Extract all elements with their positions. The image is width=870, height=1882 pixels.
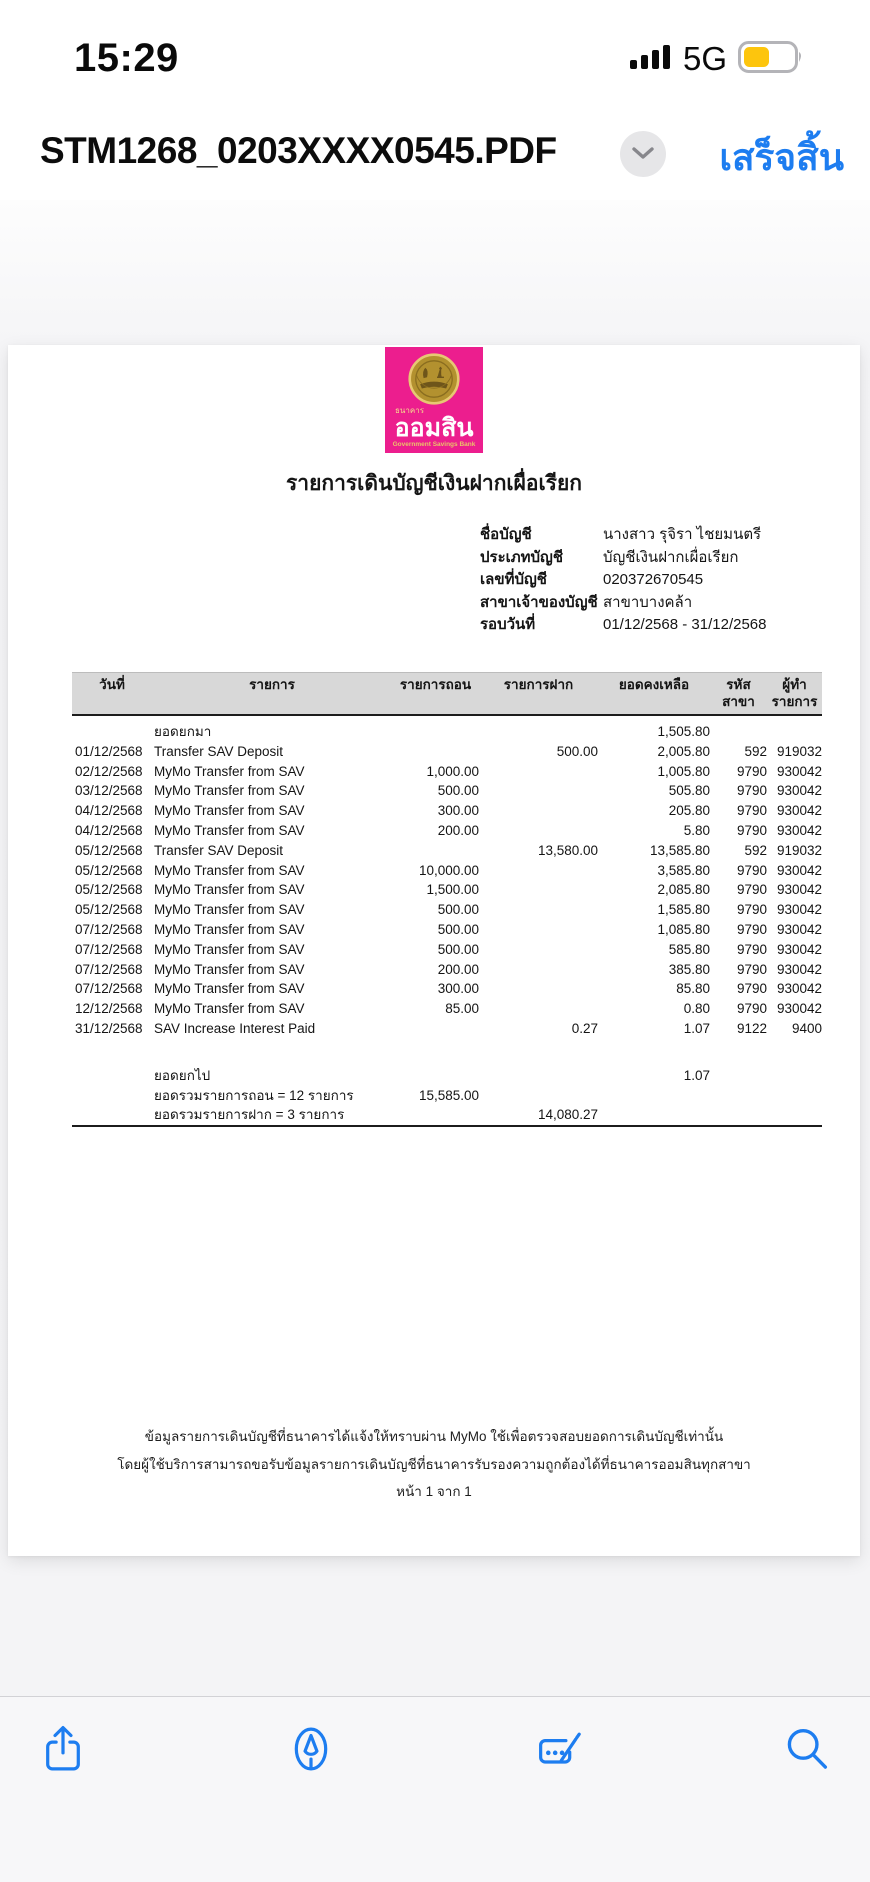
cell-description: Transfer SAV Deposit (154, 743, 284, 759)
cell-withdrawal: 500.00 (437, 783, 479, 799)
table-row (72, 1019, 822, 1039)
cell-description: ยอดยกมา (154, 724, 212, 739)
cell-date: 05/12/2568 (75, 842, 143, 858)
cell-branch (710, 1086, 767, 1106)
cell-deposit (479, 900, 598, 920)
cell-operator: 930042 (776, 803, 822, 819)
gsb-seal-emblem (408, 353, 460, 405)
cell-operator: 930042 (776, 763, 822, 779)
cell-withdrawal: 1,500.00 (426, 882, 479, 898)
cell-description: MyMo Transfer from SAV (154, 783, 305, 799)
table-row (72, 960, 822, 980)
cell-branch: 592 (744, 743, 767, 759)
header-description: รายการ (152, 673, 392, 716)
cell-date (72, 1105, 152, 1126)
statement-footer (8, 1423, 860, 1505)
account-info-row (480, 592, 766, 615)
cell-balance: 1,505.80 (657, 724, 710, 739)
table-row (72, 821, 822, 841)
account-info-row (480, 614, 766, 637)
cell-date: 05/12/2568 (75, 862, 143, 878)
cell-balance: 2,085.80 (657, 882, 710, 898)
cell-withdrawal: 300.00 (437, 803, 479, 819)
cell-balance: 2,005.80 (657, 743, 710, 759)
cell-withdrawal (392, 1105, 479, 1126)
cell-balance: 1.07 (683, 1020, 710, 1036)
cell-balance: 0.80 (683, 1001, 710, 1017)
markup-icon (286, 1723, 336, 1775)
cell-operator: 930042 (776, 822, 822, 838)
table-row (72, 841, 822, 861)
bottom-toolbar (0, 1696, 870, 1882)
cellular-signal-icon (630, 43, 672, 76)
cell-deposit (479, 1066, 598, 1086)
cell-balance: 505.80 (668, 783, 710, 799)
cell-balance: 1,585.80 (657, 902, 710, 918)
cell-operator (767, 1039, 822, 1066)
cell-deposit (479, 960, 598, 980)
table-row (72, 1066, 822, 1086)
document-filename: STM1268_0203XXXX0545.PDF (40, 130, 557, 171)
cell-description (152, 1039, 392, 1066)
cell-operator (767, 1086, 822, 1106)
cell-operator: 930042 (776, 1001, 822, 1017)
gsb-bank-logo (385, 347, 483, 453)
cell-branch: 9790 (736, 763, 767, 779)
gsb-brand-thai-small: ธนาคาร (395, 406, 424, 415)
pdf-page (8, 345, 860, 1556)
cell-deposit (479, 1086, 598, 1106)
cell-date: 12/12/2568 (75, 1001, 143, 1017)
cell-balance (598, 1086, 710, 1106)
cell-withdrawal: 500.00 (437, 941, 479, 957)
cell-withdrawal: 10,000.00 (418, 862, 479, 878)
cell-description: MyMo Transfer from SAV (154, 921, 305, 937)
cell-balance: 1.07 (683, 1067, 710, 1083)
cell-operator: 930042 (776, 882, 822, 898)
cell-deposit: 14,080.27 (537, 1107, 598, 1123)
table-row (72, 940, 822, 960)
cell-withdrawal: 300.00 (437, 981, 479, 997)
cell-branch (710, 1105, 767, 1126)
battery-icon (738, 41, 804, 78)
cell-operator (767, 715, 822, 742)
cell-description: MyMo Transfer from SAV (154, 1001, 305, 1017)
cell-operator: 919032 (776, 743, 822, 759)
status-time: 15:29 (74, 36, 179, 80)
fill-sign-icon (534, 1723, 584, 1775)
cell-date (72, 1086, 152, 1106)
page-number-label: หน้า 1 จาก 1 (396, 1484, 472, 1499)
account-info-value: 020372670545 (603, 571, 704, 589)
account-info-label: เลขที่บัญชี (480, 571, 547, 589)
cell-branch: 9790 (736, 862, 767, 878)
cell-withdrawal: 500.00 (437, 921, 479, 937)
statement-title: รายการเดินบัญชีเงินฝากเผื่อเรียก (286, 472, 582, 495)
cell-withdrawal: 500.00 (437, 902, 479, 918)
cell-withdrawal: 200.00 (437, 822, 479, 838)
table-row (72, 1086, 822, 1106)
account-info-row (480, 524, 766, 547)
cell-balance: 5.80 (683, 822, 710, 838)
table-row (72, 900, 822, 920)
cell-deposit: 0.27 (571, 1020, 598, 1036)
account-info-row (480, 569, 766, 592)
table-row (72, 781, 822, 801)
cell-branch: 9790 (736, 961, 767, 977)
cell-date (72, 715, 152, 742)
cell-deposit (479, 801, 598, 821)
table-row (72, 742, 822, 762)
cell-deposit (479, 920, 598, 940)
cell-branch: 9790 (736, 921, 767, 937)
cell-deposit (479, 715, 598, 742)
filename-menu-button[interactable] (620, 131, 666, 177)
account-info-label: สาขาเจ้าของบัญชี (480, 593, 598, 611)
cell-withdrawal: 1,000.00 (426, 763, 479, 779)
cell-description: ยอดรวมรายการถอน = 12 รายการ (154, 1087, 354, 1103)
cell-date: 07/12/2568 (75, 961, 143, 977)
cell-operator: 930042 (776, 862, 822, 878)
markup-button[interactable] (286, 1723, 336, 1775)
cell-operator: 930042 (776, 941, 822, 957)
cell-date (72, 1039, 152, 1066)
status-bar (0, 0, 870, 100)
fill-sign-button[interactable] (534, 1723, 584, 1775)
cell-deposit (479, 880, 598, 900)
table-row (72, 715, 822, 742)
cell-withdrawal: 15,585.00 (418, 1087, 479, 1103)
account-info-label: รอบวันที่ (480, 616, 536, 634)
table-row (72, 880, 822, 900)
cell-date: 04/12/2568 (75, 803, 143, 819)
footer-disclaimer-line: โดยผู้ใช้บริการสามารถขอรับข้อมูลรายการเดินบัญชีที่ธนาคารรับรองความถูกต้องได้ที่ธนาคารออมสินทุกสาขา (117, 1457, 751, 1472)
cell-operator: 930042 (776, 921, 822, 937)
cell-description: Transfer SAV Deposit (154, 842, 284, 858)
cell-date (72, 1066, 152, 1086)
table-row (72, 999, 822, 1019)
account-info-row (480, 547, 766, 570)
account-info-block (480, 524, 766, 637)
cell-description: MyMo Transfer from SAV (154, 941, 305, 957)
table-row (72, 801, 822, 821)
cell-withdrawal (392, 742, 479, 762)
footer-disclaimer-line: ข้อมูลรายการเดินบัญชีที่ธนาคารได้แจ้งให้ทราบผ่าน MyMo ใช้เพื่อตรวจสอบยอดการเดินบัญชีเท่านั้น (144, 1429, 724, 1444)
cell-date: 07/12/2568 (75, 921, 143, 937)
cell-deposit (479, 861, 598, 881)
cell-branch: 9790 (736, 1001, 767, 1017)
table-row (72, 979, 822, 999)
cell-balance: 13,585.80 (649, 842, 710, 858)
cell-balance: 205.80 (668, 803, 710, 819)
cell-date: 07/12/2568 (75, 941, 143, 957)
done-button[interactable]: เสร็จสิ้น (719, 128, 844, 187)
cell-withdrawal: 85.00 (445, 1001, 479, 1017)
transactions-body (72, 715, 822, 1126)
cell-description: MyMo Transfer from SAV (154, 763, 305, 779)
chevron-down-icon (631, 145, 655, 164)
account-info-value: นางสาว รุจิรา ไชยมนตรี (603, 526, 762, 543)
share-icon (38, 1723, 88, 1775)
account-info-value: บัญชีเงินฝากเผื่อเรียก (603, 548, 739, 566)
header-branch-code: รหัส สาขา (710, 673, 767, 716)
cell-date: 05/12/2568 (75, 882, 143, 898)
cell-operator (767, 1105, 822, 1126)
cell-withdrawal (392, 1039, 479, 1066)
cell-withdrawal (392, 1019, 479, 1039)
cell-branch: 9790 (736, 822, 767, 838)
cell-deposit (479, 940, 598, 960)
cell-description: MyMo Transfer from SAV (154, 961, 305, 977)
cell-deposit (479, 781, 598, 801)
account-info-label: ชื่อบัญชี (480, 526, 532, 543)
cell-operator: 930042 (776, 981, 822, 997)
cell-branch: 9790 (736, 783, 767, 799)
cell-description: ยอดรวมรายการฝาก = 3 รายการ (154, 1107, 345, 1123)
table-header-row (72, 673, 822, 716)
share-button[interactable] (38, 1723, 88, 1775)
cell-balance: 585.80 (668, 941, 710, 957)
status-icons (630, 40, 804, 78)
table-row (72, 1039, 822, 1066)
search-icon (782, 1723, 832, 1775)
cell-balance: 1,005.80 (657, 763, 710, 779)
search-button[interactable] (782, 1723, 832, 1775)
table-row (72, 762, 822, 782)
cell-description: SAV Increase Interest Paid (154, 1020, 316, 1036)
header-date: วันที่ (72, 673, 152, 716)
cell-deposit (479, 821, 598, 841)
cell-description: MyMo Transfer from SAV (154, 902, 305, 918)
cell-balance (598, 1105, 710, 1126)
cell-branch (710, 1066, 767, 1086)
cell-branch: 9790 (736, 941, 767, 957)
cell-withdrawal: 200.00 (437, 961, 479, 977)
account-info-label: ประเภทบัญชี (480, 548, 564, 566)
cell-description: MyMo Transfer from SAV (154, 822, 305, 838)
cell-deposit: 13,580.00 (537, 842, 598, 858)
cell-description: MyMo Transfer from SAV (154, 862, 305, 878)
transactions-table (72, 672, 822, 1127)
cell-branch (710, 715, 767, 742)
cell-operator: 9400 (791, 1020, 822, 1036)
cell-operator: 919032 (776, 842, 822, 858)
cell-description: ยอดยกไป (154, 1067, 211, 1083)
table-row (72, 920, 822, 940)
header-balance: ยอดคงเหลือ (598, 673, 710, 716)
cell-date: 04/12/2568 (75, 822, 143, 838)
cell-withdrawal (392, 715, 479, 742)
cell-operator (767, 1066, 822, 1086)
cell-withdrawal (392, 1066, 479, 1086)
cell-deposit (479, 1039, 598, 1066)
header-operator: ผู้ทำ รายการ (767, 673, 822, 716)
cell-date: 05/12/2568 (75, 902, 143, 918)
cell-branch: 9790 (736, 803, 767, 819)
cell-date: 07/12/2568 (75, 981, 143, 997)
cell-date: 31/12/2568 (75, 1020, 143, 1036)
cell-branch: 9790 (736, 902, 767, 918)
cell-balance: 1,085.80 (657, 921, 710, 937)
cell-operator: 930042 (776, 902, 822, 918)
cell-date: 03/12/2568 (75, 783, 143, 799)
cell-branch (710, 1039, 767, 1066)
cell-operator: 930042 (776, 783, 822, 799)
pdf-viewer-area[interactable] (0, 200, 870, 1882)
header-withdrawal: รายการถอน (392, 673, 479, 716)
cell-deposit: 500.00 (556, 743, 598, 759)
cell-branch: 592 (744, 842, 767, 858)
account-info-value: 01/12/2568 - 31/12/2568 (603, 616, 767, 634)
title-bar (0, 124, 870, 188)
account-info-value: สาขาบางคล้า (603, 593, 693, 611)
cell-deposit (479, 762, 598, 782)
cell-branch: 9122 (736, 1020, 767, 1036)
cell-balance (598, 1039, 710, 1066)
cell-date: 02/12/2568 (75, 763, 143, 779)
cell-balance: 3,585.80 (657, 862, 710, 878)
cell-branch: 9790 (736, 981, 767, 997)
gsb-brand-english: Government Savings Bank (392, 441, 476, 448)
cell-description: MyMo Transfer from SAV (154, 882, 305, 898)
cell-date: 01/12/2568 (75, 743, 143, 759)
cell-deposit (479, 999, 598, 1019)
gsb-brand-thai-large: ออมสิน (394, 414, 474, 442)
cell-operator: 930042 (776, 961, 822, 977)
network-type-label: 5G (682, 40, 727, 77)
table-row (72, 861, 822, 881)
cell-balance: 385.80 (668, 961, 710, 977)
header-deposit: รายการฝาก (479, 673, 598, 716)
cell-branch: 9790 (736, 882, 767, 898)
cell-description: MyMo Transfer from SAV (154, 981, 305, 997)
cell-description: MyMo Transfer from SAV (154, 803, 305, 819)
table-row (72, 1105, 822, 1126)
cell-withdrawal (392, 841, 479, 861)
cell-deposit (479, 979, 598, 999)
cell-balance: 85.80 (676, 981, 710, 997)
